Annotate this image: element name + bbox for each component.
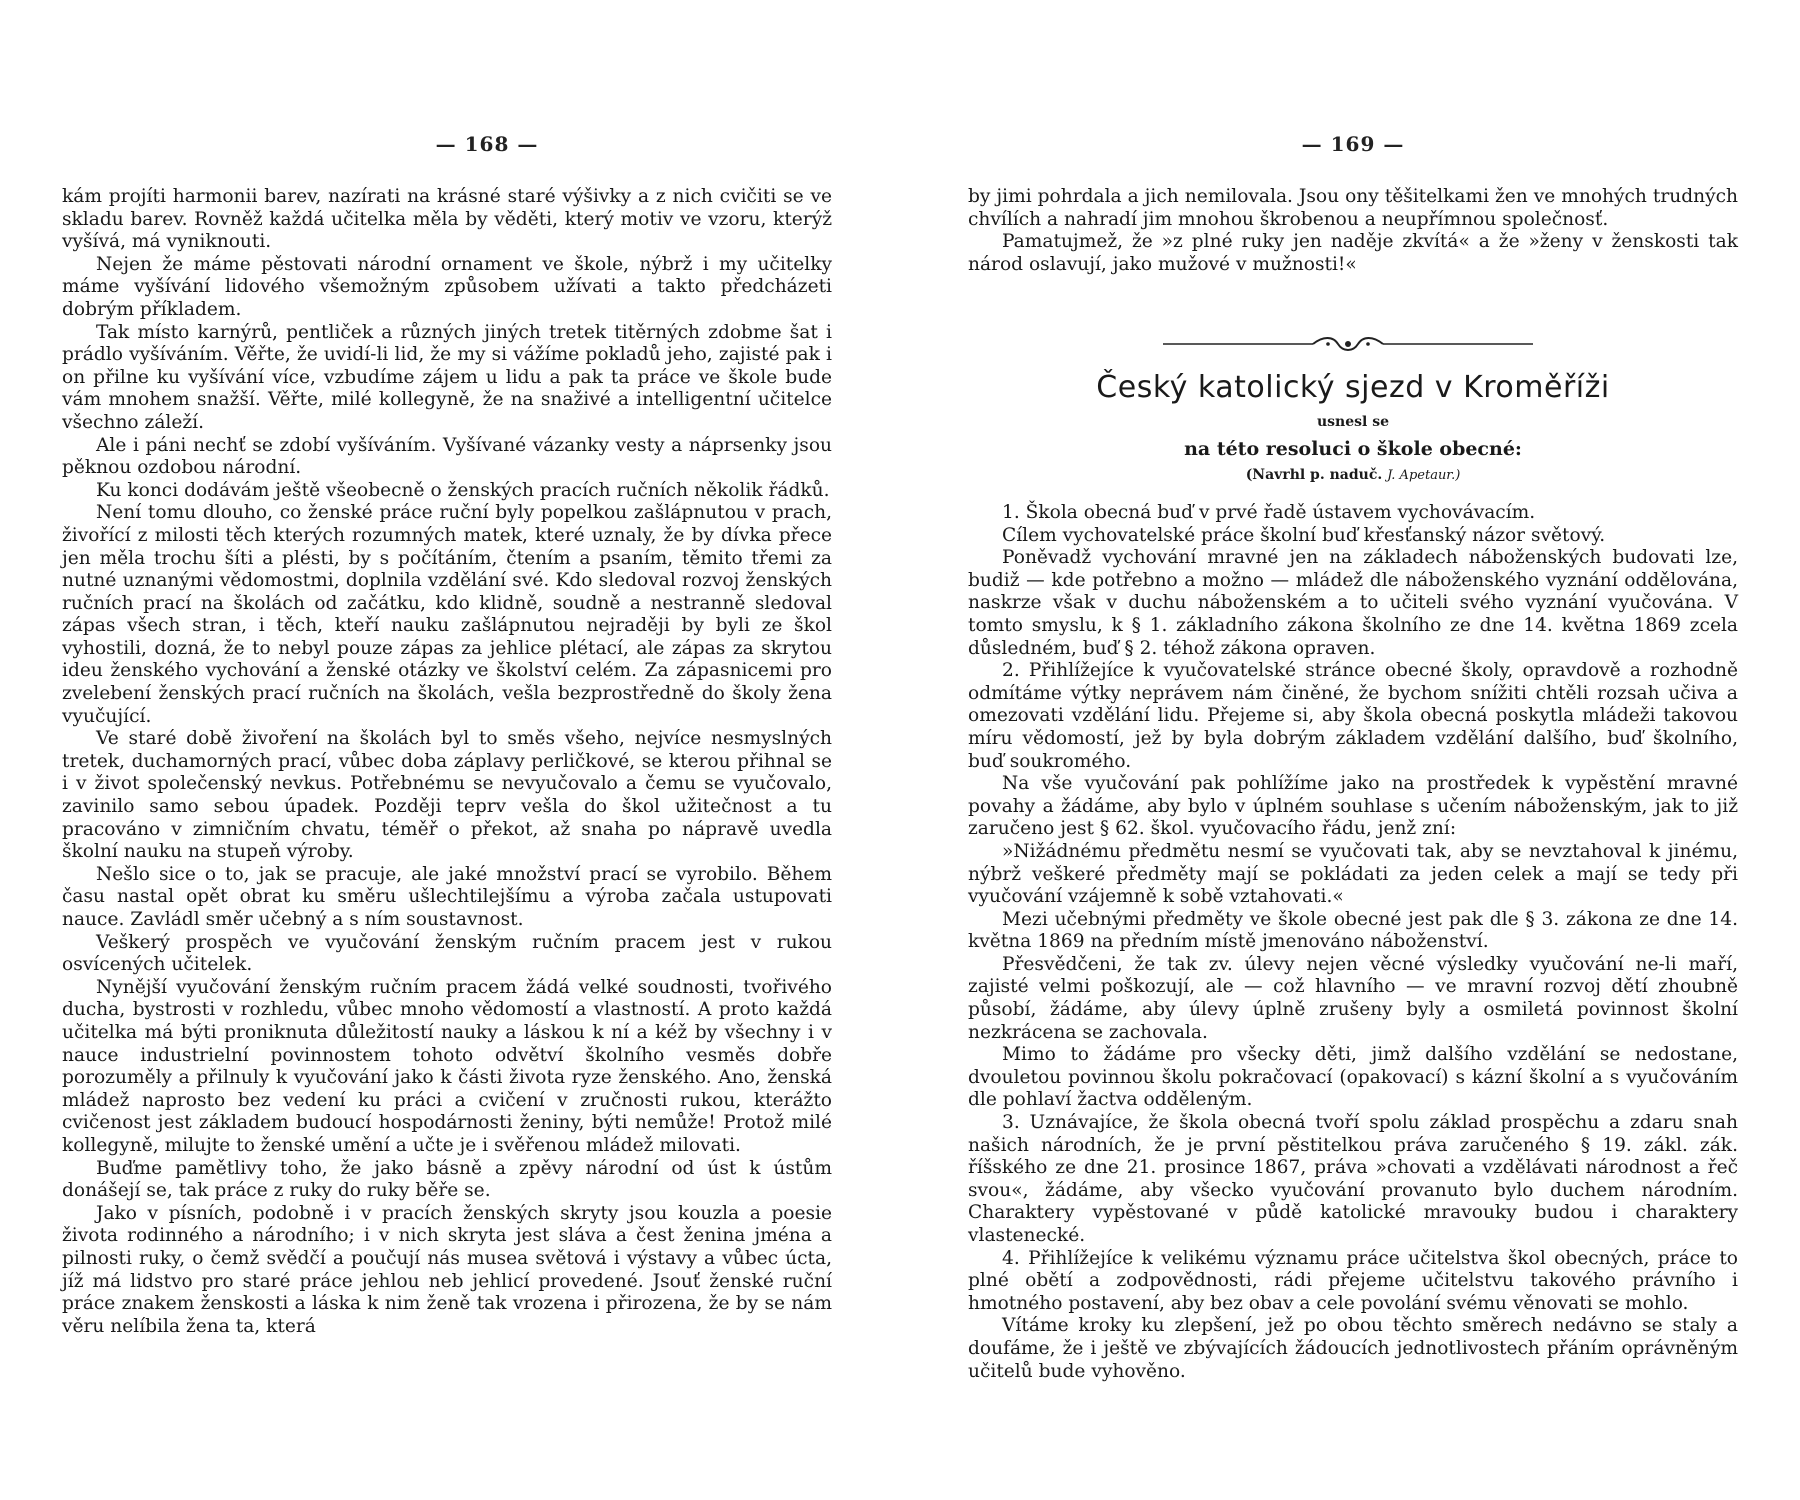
paragraph: 4. Přihlížejíce k velikému významu práce učitelstva škol obecných, práce to plné obětí a zodpovědnosti, rádi přejeme učitelstvu takového právního i hmotného postavení, aby bez obav a cele povolání svému věnovati se mohlo. [968,1247,1738,1314]
paragraph: Nynější vyučování ženským ručním pracem žádá velké soudnosti, tvořivého ducha, bystrosti v rozhledu, vůbec mnoho vědomostí a vlastností. A proto každá učitelka má býti proniknuta důležitostí nauky a láskou k ní a kéž by všechny i v nauce industrielní povinnostem tohoto odvětví školního vesměs dobře porozuměly a přilnuly k vyučování jako k části života ryze ženského. Ano, ženská mládež naprosto bez vedení ku práci a cvičení v zručnosti rukou, kterážto cvičenost jest základem budoucí hospodárnosti ženiny, býti nemůže! Protož milé kollegyně, milujte to ženské umění a učte je i svěřenou mládež milovati. [62,976,832,1156]
paragraph: Nešlo sice o to, jak se pracuje, ale jaké množství prací se vyrobilo. Během času nastal opět obrat ku směru ušlechtilejšímu a výroba začala ustupovati nauce. Zavládl směr učebný a s ním soustavnost. [62,863,832,930]
paragraph: Vítáme kroky ku zlepšení, jež po obou těchto směrech nedávno se staly a doufáme, že i ještě ve zbývajících žádoucích jednotlivostech přáním oprávněným učitelů bude vyhověno. [968,1315,1738,1382]
paragraph: Veškerý prospěch ve vyučování ženským ručním pracem jest v rukou osvícených učitelek. [62,931,832,976]
proposal-prefix: (Navrhl p. naduč. [1245,467,1383,483]
paragraph: Poněvadž vychování mravné jen na základech náboženských budovati lze, budiž — kde potřebno a možno — mládež dle náboženského vyznání oddělována, naskrze však v duchu náboženském a to učiteli svého vyznání vyučována. V tomto smyslu, k § 1. základního zákona školního ze dne 14. května 1869 zcela důsledném, buď § 2. téhož zákona opraven. [968,547,1738,659]
right-page [968,0,1738,1500]
left-page [62,0,832,1500]
right-page-intro [968,186,1738,276]
left-page-body [62,186,832,1338]
page-number-168: — 168 — [435,132,539,156]
paragraph: Mezi učebnými předměty ve škole obecné jest pak dle § 3. zákona ze dne 14. května 1869 na předním místě jmenováno náboženství. [968,908,1738,953]
paragraph: 3. Uznávajíce, že škola obecná tvoří spolu základ prospěchu a zdaru snah našich národních, že je první pěstitelkou práva zaručeného § 19. zákl. zák. říšského ze dne 21. prosince 1867, práva »chovati a vzdělávati národnost a řeč svou«, žádáme, aby všecko vyučování provanuto bylo duchem národním. Charaktery vypěstované v půdě katolické mravouky budou i charaktery vlastenecké. [968,1112,1738,1246]
paragraph: Ale i páni nechť se zdobí vyšíváním. Vyšívané vázanky vesty a náprsenky jsou pěknou ozdobou národní. [62,434,832,479]
paragraph: Tak místo karnýrů, pentliček a různých jiných tretek titěrných zdobme šat i prádlo vyšíváním. Věřte, že uvidí-li lid, že my si vážíme pokladů jeho, zajisté pak i on přilne ku vyšívání více, vzbudíme zájem u lidu a pak ta práce ve škole bude vám mnohem snažší. Věřte, milé kollegyně, že na snaživé a intelligentní učitelce všechno záleží. [62,321,832,433]
paragraph: Pamatujmež, že »z plné ruky jen naděje zkvítá« a že »ženy v ženskosti tak národ oslavují, jako mužové v mužnosti!« [968,231,1738,275]
article-heading [968,368,1738,487]
paragraph: Jako v písních, podobně i v pracích ženských skryty jsou kouzla a poesie života rodinného a národního; i v nich skryta jest sláva a čest ženina jména a pilnosti ruky, o čemž svědčí a poučují nás musea světová i výstavy a vůbec úcta, jíž má lidstvo pro staré práce jehlou neb jehlicí provedené. Jsouť ženské ruční práce znakem ženskosti a láska k nim ženě tak vrozena i přirozena, že by se nám věru nelíbila žena ta, která [62,1202,832,1337]
paragraph: Přesvědčeni, že tak zv. úlevy nejen věcné výsledky vyučování ne-li maří, zajisté velmi poškozují, ale — což hlavního — ve mravní rozvoj dětí zhoubně působí, žádáme, aby úlevy úplně zrušeny byly a osmiletá povinnost školní nezkrácena se zachovala. [968,953,1738,1043]
paragraph: Mimo to žádáme pro všecky děti, jimž dalšího vzdělání se nedostane, dvouletou povinnou školu pokračovací (opakovací) s kázní školní a s vyučováním dle pohlaví žactva odděleným. [968,1044,1738,1111]
paragraph: Na vše vyučování pak pohlížíme jako na prostředek k vypěstění mravné povahy a žádáme, aby bylo v úplném souhlase s učením náboženským, jak to již zaručeno jest § 62. škol. vyučovacího řádu, jenž zní: [968,773,1738,840]
page-number-169: — 169 — [1301,132,1405,156]
article-title: Český katolický sjezd v Kroměříži [1096,370,1610,405]
ornamental-divider [1163,334,1533,354]
resolution-text [968,502,1738,1383]
paragraph: Buďme pamětlivy toho, že jako básně a zpěvy národní od úst k ústům donášejí se, tak práce z ruky do ruky běře se. [62,1157,832,1202]
paragraph: 2. Přihlížejíce k vyučovatelské stránce obecné školy, opravdově a rozhodně odmítáme výtky neprávem nám činěné, že bychom snížiti chtěli rozsah učiva a omezovati vzdělání lidu. Přejeme si, aby škola obecná poskytla mládeži takovou míru vědomostí, jež by byla dobrým základem vzdělání dalšího, buď školního, buď soukromého. [968,660,1738,772]
paragraph: Ku konci dodávám ještě všeobecně o ženských pracích ručních několik řádků. [96,479,830,501]
paragraph: by jimi pohrdala a jich nemilovala. Jsou ony těšitelkami žen ve mnohých trudných chvílích a nahradí jim mnohou škrobenou a neupřímnou společnosť. [968,186,1738,230]
paragraph: 1. Škola obecná buď v prvé řadě ústavem vychovávacím. [1002,502,1536,523]
article-subtitle: usnesl se [1316,414,1389,430]
article-resolution-heading: na této resoluci o škole obecné: [1184,438,1522,460]
proposal-credit [968,464,1738,487]
paragraph: kám projíti harmonii barev, nazírati na krásné staré výšivky a z nich cvičiti se ve skladu barev. Rovněž každá učitelka měla by věděti, který motiv ve vzoru, kterýž vyšívá, má vyniknouti. [62,186,832,253]
paragraph: »Nižádnému předmětu nesmí se vyučovati tak, aby se nevztahoval k jinému, nýbrž veškeré předměty mají se pokládati za jeden celek a mají se tedy při vyučování vzájemně k sobě vztahovati.« [968,840,1738,908]
paragraph: Ve staré době živoření na školách byl to směs všeho, nejvíce nesmyslných tretek, duchamorných prací, vůbec doba záplavy perličkové, se kterou přihnal se i v život společenský nevkus. Potřebnému se nevyučovalo a čemu se vyučovalo, zavinilo samo sebou úpadek. Později teprv vešla do škol užitečnost a tu pracováno v zimničním chvatu, téměř o překot, až snaha po nápravě uvedla školní nauku na stupeň výroby. [62,728,832,863]
paragraph: Nejen že máme pěstovati národní ornament ve škole, nýbrž i my učitelky máme vyšívání lidového všemožným způsobem užívati a takto předcházeti dobrým příkladem. [62,253,832,320]
proposal-author: J. Apetaur.) [1387,468,1461,483]
paragraph: Není tomu dlouho, co ženské práce ruční byly popelkou zašlápnutou v prach, živořící z milosti těch kterých rozumných matek, které uznaly, že by dívka přece jen měla trochu šíti a plésti, by s počítáním, čtením a psaním, těmito třemi za nutné uznanými vědomostmi, doplnila vzdělání své. Kdo sledoval rozvoj ženských ručních prací na školách od začátku, kdo klidně, soudně a nestranně sledoval zápas všech stran, i těch, kteří nauku zašlápnutou nejraději by byli ze škol vyhostili, dozná, že to nebyl pouze zápas za jehlice plétací, ale zápas za skrytou ideu ženského vychování a ženské otázky ve školství celém. Za zápasnicemi pro zvelebení ženských prací ručních na školách, vešla bezprostředně do školy žena vyučující. [62,502,832,727]
paragraph: Cílem vychovatelské práce školní buď křesťanský názor světový. [1002,524,1606,546]
